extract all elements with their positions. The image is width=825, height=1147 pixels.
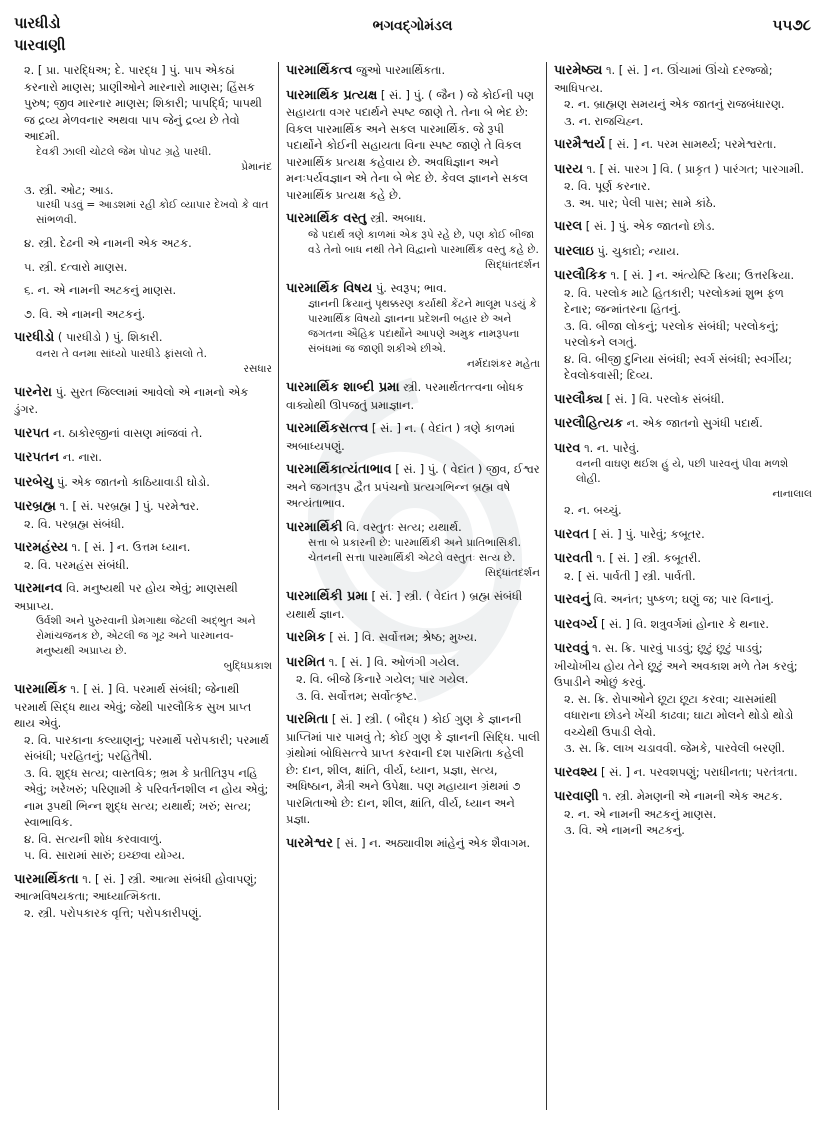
definition-text: ૫. વિ. સારામાં સારું; ઇચ્છવા યોગ્ય. xyxy=(24,848,185,862)
headword: પારમાર્થિકસત્ત્વ xyxy=(286,421,369,436)
quote-source: સિદ્ધાંતદર્શન xyxy=(485,258,540,271)
definition-text: ૨. [ પ્રા. પારદ્ધિઅ; દે. પારદ્ધ ] પું. પાપ એકઠાં કરનારો માણસ; પ્રાણીઓને મારનારો માણસ; હિંસક પુરુષ; જીવ મારનાર માણસ; શિકારી; પાપર્દ્ધિ; પાપથી જ દ્રવ્ય મેળવનાર અથવા પાપ જેનું દ્રવ્ય છે તેવો આદમી. xyxy=(24,63,262,143)
usage-quote: પારધી પડવું = આડશમાં રહી કોઈ વ્યાપાર દેખવો કે વાત સાંભળવી. xyxy=(36,199,269,226)
dictionary-entry xyxy=(14,384,272,418)
definition-text: ૨. સ્ત્રી. પરોપકારક વૃત્તિ; પરોપકારીપણું. xyxy=(24,905,202,920)
definition-text: ( પારધીડો ) પું. શિકારી. xyxy=(57,330,163,344)
headword: પારમાર્થિક વિષય xyxy=(286,280,373,296)
usage-quote: ઉર્વશી અને પુરુરવાની પ્રેમગાથા જેટલી અદ્ભુત અને રોમાંચજનક છે, એટલી જ ગૂઢ અને પારમાનવ-મનુષ્યથી અપ્રાપ્ય છે. xyxy=(36,615,256,657)
usage-quote: જ્ઞાનની ક્રિયાનું પૃથક્કરણ કર્યાથી કેંટને માલૂમ પડયું કે પારમાર્થિક વિષયો જ્ઞાનના પ્રદેશની બહાર છે અને જગતના ઐહિક પદાર્થોને આપણે અમુક નામરૂપના સંબંધમાં જ જાણી શકીએ છીએ. xyxy=(308,298,537,355)
dictionary-columns xyxy=(0,62,825,1112)
dictionary-entry xyxy=(14,62,272,175)
headword: પારમૈશ્વર્ય xyxy=(554,137,605,152)
definition-text: ૩. વિ. શુદ્ધ સત્ય; વાસ્તવિક; ભ્રમ કે પ્રતીતિરૂપ નહિ એવું; ખરેખરું; પરિણામી કે પરિવર્તનશીલ ન હોય એવું; નામ રૂપથી ભિન્ન શુદ્ધ સત્ય; યથાર્થ; ખરું; સત્ય; સ્વાભાવિક. xyxy=(24,765,269,829)
dictionary-entry xyxy=(286,461,540,512)
headword: પારમાનવ xyxy=(14,581,63,596)
dictionary-entry xyxy=(286,835,540,853)
dictionary-entry xyxy=(554,526,812,544)
headword: પારનેરા xyxy=(14,384,52,400)
dictionary-entry xyxy=(554,440,812,519)
definition-text: [ સં. ] પું. પારેવું; કબૂતર. xyxy=(592,526,705,541)
dictionary-entry xyxy=(14,306,272,323)
definition-text: ૨. સ. ક્રિ. રોપાઓને છૂટા છૂટા કરવા; ચાસમાંથી વધારાના છોડને ખેંચી કાઢવા; ઘાટા મોલને થોડો થોડો વચ્ચેથી ઉપાડી લેવો. xyxy=(564,691,794,739)
definition-text: વિ. મનુષ્યથી પર હોય એવું; માણસથી અપ્રાપ્ય. xyxy=(14,581,238,613)
definition-text: ૩. સ. ક્રિ. લાખ ચડાવવી. જેમકે, પારવેલી બરણી. xyxy=(564,741,785,755)
definition-text: ૧. [ સં. ] વિ. પરમાર્થ સંબંધી; જેનાથી પરમાર્થ સિદ્ધ થાય એવું; જેથી પારલૌકિક સુખ પ્રાપ્ત થાય એવું. xyxy=(14,682,252,730)
dictionary-entry xyxy=(14,474,272,492)
usage-quote: જે પદાર્થ ત્રણે કાળમાં એક રૂપે રહે છે, પણ કોઈ બીજા વડે તેનો બાધ નથી તેને વિદ્વાનો પારમાર્થિક વસ્તુ કહે છે. xyxy=(308,228,539,256)
definition-text: સ્ત્રી. અબાધ. xyxy=(370,211,427,225)
column-divider xyxy=(278,62,279,1110)
definition-text: [ સં. ] પું. ( જૈન ) જે કોઈની પણ સહાયતા વગર પદાર્થને સ્પષ્ટ જાણે તે. તેના બે ભેદ છે: વિકલ પારમાર્થિક અને સકલ પારમાર્થિક. જે રૂપી પદાર્થોને કોઈની સહાયતા વિના સ્પષ્ટ જાણે તે વિકલ પારમાર્થિક પ્રત્યક્ષ કહેવાય છે. અવધિજ્ઞાન અને મનઃપર્યવજ્ઞાન એ તેના બે ભેદ છે. કેવલ જ્ઞાનને સકલ પારમાર્થિક પ્રત્યક્ષ કહે છે. xyxy=(286,87,534,202)
definition-text: ૧. [ સં. પારગ ] વિ. ( પ્રાકૃત ) પારંગત; પારગામી. xyxy=(586,161,804,176)
page-header xyxy=(0,8,825,56)
dictionary-entry xyxy=(14,871,272,922)
headword: પારમાર્થિકાત્યંતાભાવ xyxy=(286,462,392,477)
headword: પારમાર્થિકી પ્રમા xyxy=(286,589,368,604)
dictionary-entry xyxy=(554,640,812,757)
quote-source: સિદ્ધાંતદર્શન xyxy=(485,567,540,579)
headword: પારવતી xyxy=(554,551,593,566)
definition-text: [ સં. ] વિ. સર્વોત્તમ; શ્રેષ્ઠ; મુખ્ય. xyxy=(329,630,478,644)
definition-text: ૧. સ. ક્રિ. પારવું પાડવું; છૂટું છૂટું પાડવું; ખીચોખીચ હોય તેને છૂટું અને અવકાશ મળે તેમ કરવું; ઉપાડીને ઓછું કરવું. xyxy=(554,641,798,689)
dictionary-entry xyxy=(286,519,540,582)
dictionary-entry xyxy=(554,764,812,782)
headword: પારલાઇ xyxy=(554,243,594,259)
usage-quote: દેવકી ઝાલી ચોટલે જેમ પોપટ ગ્રહે પારધી. xyxy=(36,145,212,158)
definition-text: ૨. ન. બ્રાહ્મણ સમયનું એક જાતનું રાજબંધારણ. xyxy=(564,97,785,111)
definition-text: ૧. [ સં. પરબ્રહ્મ ] પું. પરમેશ્વર. xyxy=(59,499,200,513)
definition-text: જુઓ પારમાર્થિકતા. xyxy=(355,63,446,77)
definition-text: ૨. વિ. બીજે કિનારે ગયેલ; પાર ગયેલ. xyxy=(296,672,469,686)
definition-text: ૨. વિ. પારકાના કલ્યાણનું; પરમાર્થે પરોપકારી; પરમાર્થ સંબંધી; પરહિતનું; પરહિતૈષી. xyxy=(24,732,269,763)
definition-text: ૧. [ સં. ] સ્ત્રી. આત્મા સંબંધી હોવાપણું; આત્મવિષયકતા; આધ્યાત્મિકતા. xyxy=(14,871,258,903)
definition-text: ૨. ન. બચ્ચું. xyxy=(564,503,622,517)
definition-text: ૩. સ્ત્રી. ઓટ; આડ. xyxy=(24,182,114,197)
dictionary-entry xyxy=(14,580,272,674)
dictionary-entry xyxy=(14,498,272,532)
guide-word-first: પારધીડો xyxy=(14,14,61,32)
dictionary-entry xyxy=(554,591,812,609)
book-title: ભગવદ્ગોમંડલ xyxy=(372,18,453,34)
definition-text: [ સં. ] વિ. શત્રુવર્ગમાં હોનાર કે થનાર. xyxy=(600,616,770,631)
definition-text: વિ. વસ્તુતઃ સત્ય; યથાર્થ. xyxy=(346,519,462,534)
headword: પારમિક xyxy=(286,630,326,645)
dictionary-entry xyxy=(554,616,812,634)
definition-text: ૨. વિ. પરમહંસ સંબંધી. xyxy=(24,557,130,572)
dictionary-entry xyxy=(554,415,812,433)
dictionary-entry xyxy=(286,87,540,204)
usage-quote: સત્તા બે પ્રકારની છે: પારમાર્થિકી અને પ્રાતિભાસિકી. ચેતનની સત્તા પારમાર્થિકી એટલે વસ્તુતઃ સત્ય છે. xyxy=(308,537,522,564)
headword: પારવાણી xyxy=(554,789,599,804)
definition-text: ૨. વિ. પરબ્રહ્મ સંબંધી. xyxy=(24,516,125,531)
dictionary-entry xyxy=(554,267,812,384)
definition-text: [ સં. ] ન. પરમ સામર્થ્ય; પરમેશ્વરતા. xyxy=(608,137,777,151)
definition-text: [ સં. ] સ્ત્રી. ( બૌદ્ધ ) કોઈ ગુણ કે જ્ઞાનની પ્રાપ્તિમાં પાર પામવું તે; કોઈ ગુણ કે જ્ઞાનની સિદ્ધિ. પાલી ગ્રંથોમાં બોધિસત્ત્વે પ્રાપ્ત કરવાની દશ પારમિતા કહેલી છે: દાન, શીલ, ક્ષાંતિ, વીર્ય, ધ્યાન, પ્રજ્ઞા, સત્ય, અધિષ્ઠાન, મૈત્રી અને ઉપેક્ષા. પણ મહાયાન ગ્રંથમાં ૭ પારમિતાઓ છે: દાન, શીલ, ક્ષાંતિ, વીર્ય, ધ્યાન અને પ્રજ્ઞા. xyxy=(286,712,540,826)
definition-text: ન. એક જાતનો સુગંધી પદાર્થ. xyxy=(626,416,763,430)
dictionary-entry xyxy=(14,539,272,573)
dictionary-entry xyxy=(554,62,812,129)
headword: પારમાર્થિકતા xyxy=(14,871,79,887)
headword: પારમહંસ્ય xyxy=(14,540,68,555)
definition-text: [ સં. ] ન. પરવશપણું; પરાધીનતા; પરતંત્રતા. xyxy=(601,764,798,779)
dictionary-entry xyxy=(14,681,272,864)
definition-text: સ્ત્રી. પરમાર્થતત્ત્વના બોધક વાક્યોથી ઊપજતું પ્રમાજ્ઞાન. xyxy=(286,380,524,412)
column-1 xyxy=(14,62,272,1112)
definition-text: ન. નારા. xyxy=(62,450,103,464)
definition-text: ૩. વિ. એ નામની અટકનું. xyxy=(564,823,685,837)
definition-text: ૧. [ સં. ] વિ. ઓળંગી ગયેલ. xyxy=(328,654,460,669)
definition-text: ૨. [ સં. પાર્વતી ] સ્ત્રી. પાર્વતી. xyxy=(564,568,696,583)
definition-text: ૨. વિ. પૂર્ણ કરનાર. xyxy=(564,179,651,193)
dictionary-entry xyxy=(554,788,812,839)
dictionary-entry xyxy=(14,235,272,252)
definition-text: ૬. ન. એ નામની અટકનું માણસ. xyxy=(24,283,177,297)
definition-text: ૫. સ્ત્રી. દત્વારો માણસ. xyxy=(24,259,128,274)
headword: પારમિતા xyxy=(286,712,329,727)
column-2 xyxy=(286,62,540,1112)
headword: પારમેષ્ઠ્ય xyxy=(554,63,603,78)
headword: પારલૌકિક xyxy=(554,268,607,283)
definition-text: ૪. વિ. બીજી દુનિયા સંબંધી; સ્વર્ગ સંબંધી; સ્વર્ગીય; દેવલોકવાસી; દિવ્ય. xyxy=(564,351,792,382)
quote-source: નર્મદાશંકર મહેતા xyxy=(466,358,540,370)
page-number: ૫૫૭૮ xyxy=(772,16,811,34)
definition-text: પું. સુરત જિલ્લામાં આવેલો એ નામનો એક ડુંગર. xyxy=(14,384,249,416)
dictionary-entry xyxy=(14,182,272,229)
definition-text: પું. એક જાતનો કાઠિયાવાડી ઘોડો. xyxy=(56,474,210,489)
usage-quote: વનરા તે વનમા સાંધ્યો પારધીડે ફાંસલો તે. xyxy=(36,347,207,360)
definition-text: ૩. ન. રાજચિહ્ન. xyxy=(564,113,644,128)
headword: પારવનું xyxy=(554,592,591,607)
headword: પારપત xyxy=(14,425,50,441)
headword: પારવર્ગ્ય xyxy=(554,616,598,632)
headword: પારવ xyxy=(554,440,581,456)
headword: પારલ xyxy=(554,219,583,234)
dictionary-entry xyxy=(286,280,540,373)
dictionary-entry xyxy=(554,243,812,261)
headword: પારબ્રહ્મ xyxy=(14,499,56,514)
definition-text: ૧. સ્ત્રી. મેમણની એ નામની એક અટક. xyxy=(602,789,783,803)
dictionary-entry xyxy=(286,210,540,273)
quote-source: પ્રેમાનંદ xyxy=(241,160,272,173)
dictionary-entry xyxy=(554,136,812,154)
quote-source: નાનાલાલ xyxy=(772,488,812,500)
dictionary-entry xyxy=(286,711,540,828)
definition-text: ન. ઠાકોરજીનાં વાસણ માંજવાં તે. xyxy=(53,425,203,440)
definition-text: ૧. ન. પારેવું. xyxy=(584,440,640,455)
dictionary-entry xyxy=(286,379,540,413)
definition-text: ૧. [ સં. ] સ્ત્રી. કબૂતરી. xyxy=(596,551,702,565)
column-3 xyxy=(554,62,812,1112)
headword: પારમાર્થિકત્વ xyxy=(286,63,353,78)
headword: પારમાર્થિક પ્રત્યક્ષ xyxy=(286,87,378,103)
headword: પારય xyxy=(554,161,583,177)
headword: પારવત xyxy=(554,526,590,542)
definition-text: ૩. વિ. સર્વોત્તમ; સર્વોત્કૃષ્ટ. xyxy=(296,688,417,703)
dictionary-entry xyxy=(14,449,272,467)
definition-text: ૭. વિ. એ નામની અટકનું. xyxy=(24,306,146,321)
definition-text: પું. ચુકાદો; ન્યાય. xyxy=(597,243,680,258)
guide-word-last: પારવાણી xyxy=(14,36,66,54)
definition-text: ૧. [ સં. ] ન. ઉત્તમ ધ્યાન. xyxy=(71,540,191,554)
dictionary-entry xyxy=(554,550,812,584)
headword: પારધીડો xyxy=(14,330,55,345)
headword: પારમાર્થિક xyxy=(14,682,67,697)
headword: પારમાર્થિકી xyxy=(286,519,343,535)
definition-text: ૧. [ સં. ] ન. ઊંચામાં ઊંચો દરજ્જો; આધિપત્ય. xyxy=(554,63,773,95)
definition-text: ૧. [ સં. ] ન. અંત્યેષ્ટિ ક્રિયા; ઉત્તરક્રિયા. xyxy=(610,268,795,282)
dictionary-entry xyxy=(286,629,540,647)
dictionary-entry xyxy=(286,62,540,80)
headword: પારવવું xyxy=(554,641,589,656)
definition-text: ૨. વિ. પરલોક માટે હિતકારી; પરલોકમાં શુભ ફળ દેનાર; જન્માંતરના હિતનું. xyxy=(564,285,784,316)
definition-text: [ સં. ] ન. ( વેદાંત ) ત્રણે કાળમાં અબાધ્યપણું. xyxy=(286,421,515,453)
definition-text: ૨. ન. એ નામની અટકનું માણસ. xyxy=(564,806,717,821)
headword: પારમાર્થિક શાબ્દી પ્રમા xyxy=(286,380,400,395)
definition-text: [ સં. ] સ્ત્રી. ( વેદાંત ) બ્રહ્મ સંબંધી યથાર્થ જ્ઞાન. xyxy=(286,589,523,621)
definition-text: પું. સ્વરૂપ; ભાવ. xyxy=(375,280,447,295)
definition-text: વિ. અનંત; પુષ્કળ; ઘણું જ; પાર વિનાનું. xyxy=(593,592,774,606)
headword: પારલૌહિત્યક xyxy=(554,416,623,431)
dictionary-entry xyxy=(286,420,540,454)
dictionary-entry xyxy=(14,329,272,377)
dictionary-entry xyxy=(286,588,540,622)
headword: પારપતન xyxy=(14,450,60,465)
usage-quote: વનની વાઘણ થઈશ હું યે, પછી પારવનું પીવા મળશે લોહી. xyxy=(576,458,789,485)
dictionary-entry xyxy=(14,259,272,276)
headword: પારમિત xyxy=(286,654,326,670)
definition-text: ૩. વિ. બીજા લોકનું; પરલોક સંબંધી; પરલોકનું; પરલોકને લગતું. xyxy=(564,318,779,349)
definition-text: [ સં. ] વિ. પરલોક સંબંધી. xyxy=(606,391,725,406)
definition-text: [ સં. ] પું. ( વેદાંત ) જીવ, ઈશ્વર અને જગતરૂપ દ્વૈત પ્રપંચનો પ્રત્યગભિન્ન બ્રહ્મ વષે અત્યંતાભાવ. xyxy=(286,462,540,510)
headword: પારમેશ્વર xyxy=(286,835,333,851)
definition-text: ૪. સ્ત્રી. દેઢની એ નામની એક અટક. xyxy=(24,236,192,250)
headword: પારવશ્ય xyxy=(554,764,598,780)
definition-text: ૪. વિ. સત્યની શોધ કરવાવાળું. xyxy=(24,831,163,846)
dictionary-entry xyxy=(554,218,812,236)
dictionary-entry xyxy=(554,161,812,212)
headword: પારલૌક્ય xyxy=(554,391,603,407)
definition-text: [ સં. ] પું. એક જાતનો છોડ. xyxy=(585,219,715,233)
dictionary-entry xyxy=(286,654,540,705)
headword: પારમાર્થિક વસ્તુ xyxy=(286,211,367,226)
quote-source: રસધાર xyxy=(243,362,272,375)
dictionary-entry xyxy=(554,391,812,409)
definition-text: ૩. અ. પાર; પેલી પાસ; સામે કાંઠે. xyxy=(564,195,717,210)
headword: પારબેચુ xyxy=(14,474,54,490)
column-divider xyxy=(546,62,547,1110)
definition-text: [ સં. ] ન. અઠ્યાવીશ માંહેનું એક શૈવાગમ. xyxy=(336,835,531,850)
dictionary-entry xyxy=(14,425,272,443)
quote-source: બુદ્ધિપ્રકાશ xyxy=(223,660,272,672)
dictionary-entry xyxy=(14,282,272,299)
